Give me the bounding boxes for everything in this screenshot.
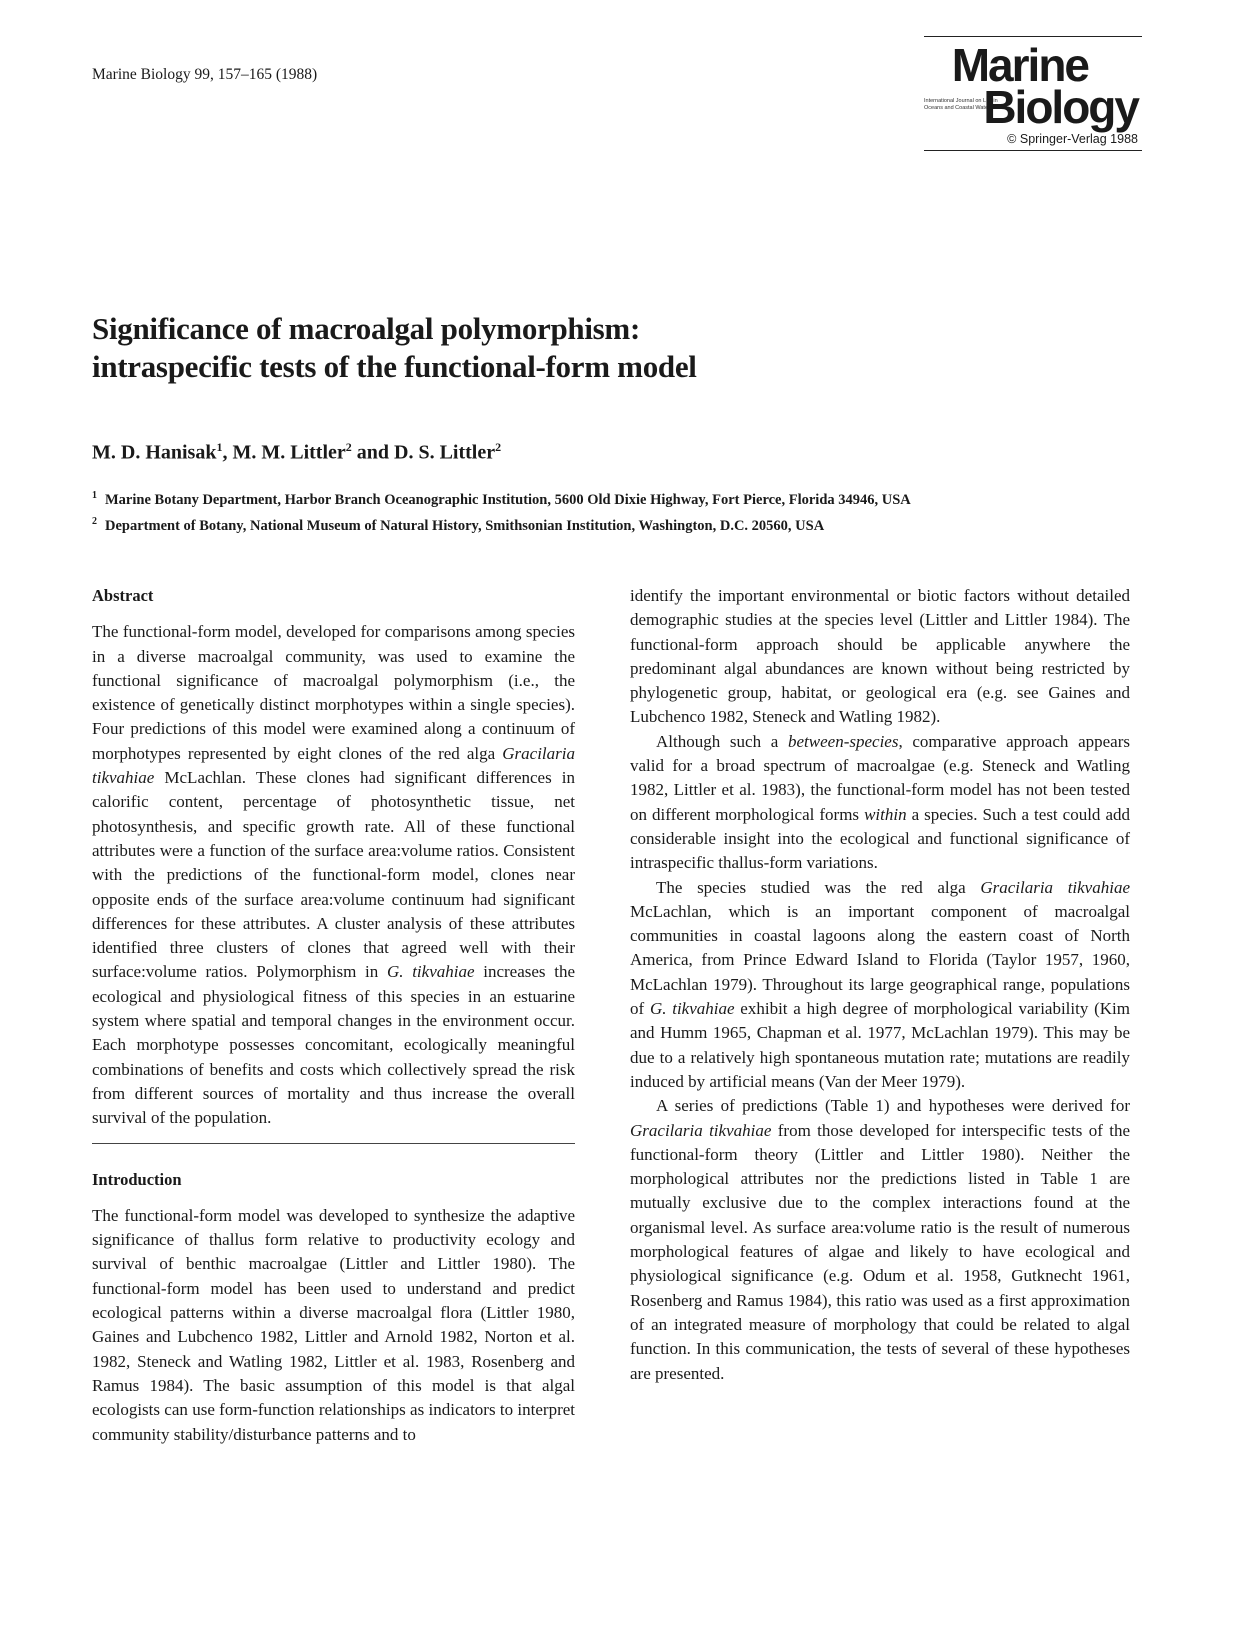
author-separator-1: , [222,441,233,464]
author-2: M. M. Littler [232,441,346,464]
logo-tagline: International Journal on Life in Oceans and Coastal Waters [924,98,998,111]
affiliation-1-mark: 1 [92,490,97,501]
logo-marine-word: Marine [951,39,1088,91]
title-line-2: intraspecific tests of the functional-form model [92,349,697,384]
right-column [630,584,1130,1386]
p4-text-b: from those developed for interspecific tests of the functional-form theory (Littler and Littler 1980). Neither the morphological attributes nor the predictions listed in Table 1 are mutually exclusive due to the complex interactions found at the organismal level. As surface area:volume ratio is the result of numerous morphological features of algae and likely to have ecological and physiological significance (e.g. Odum et al. 1958, Gutknecht 1961, Rosenberg and Ramus 1984), this ratio was used as a first approximation of an integrated measure of morphology that could be related to algal function. In this communication, the tests of several of these hypotheses are presented. [630,1120,1131,1383]
p2-text-b: , comparative approach appears valid for a broad spectrum of macroalgae (e.g. Steneck and Watling 1982, Littler et al. 1983), the functional-form model has not been tested on different morphological forms [630,731,1130,824]
author-3-affil-mark: 2 [495,440,502,454]
left-column [92,584,575,1447]
article-title [92,310,992,386]
p2-italic-between-species: between-species [788,731,899,751]
p3-species-name: Gracilaria tikvahiae [980,877,1130,897]
author-list [92,440,501,465]
abstract-paragraph [92,620,575,1130]
logo-biology-word: Biology [983,81,1138,133]
logo-top-rule [924,36,1142,37]
p3-text-c: exhibit a high degree of morphological variability (Kim and Humm 1965, Chapman et al. 1977, McLachlan 1979). This may be due to a relatively high spontaneous mutation rate; mutations are readily induced by artificial means (Van der Meer 1979). [630,999,1130,1091]
author-1: M. D. Hanisak [92,441,217,464]
title-line-1: Significance of macroalgal polymorphism: [92,311,640,346]
right-paragraph-4 [630,1094,1130,1386]
journal-citation: Marine Biology 99, 157–165 (1988) [92,66,318,83]
abstract-species-name: Gracilaria tikvahiae [92,743,575,788]
p3-text-a: The species studied was the red alga [656,877,981,897]
introduction-paragraph-1: The functional-form model was developed to synthesize the adaptive significance of thallus form relative to productivity ecology and survival of benthic macroalgae (Littler and Littler 1980). The functional-form model has been used to understand and predict ecological patterns within a diverse macroalgal flora (Littler 1980, Gaines and Lubchenco 1982, Littler and Arnold 1982, Norton et al. 1982, Steneck and Watling 1982, Littler et al. 1983, Rosenberg and Ramus 1984). The basic assumption of this model is that algal ecologists can use form-function relationships as indicators to interpret community stability/disturbance patterns and to [92,1205,575,1444]
author-3: D. S. Littler [394,441,496,464]
p3-species-abbrev: G. tikvahiae [649,999,735,1019]
affiliation-2 [92,516,1152,535]
p4-species-name: Gracilaria tikvahiae [630,1120,772,1140]
p3-text-b: McLachlan, which is an important component of macroalgal communities in coastal lagoons along the eastern coast of North America, from Prince Edward Island to Florida (Taylor 1957, 1960, McLachlan 1979). Throughout its large geographical range, populations of [630,901,1130,1019]
p2-text-a: Although such a [656,731,788,751]
author-separator-2: and [351,441,394,464]
right-paragraph-1: identify the important environmental or biotic factors without detailed demographic studies at the species level (Littler and Littler 1984). The functional-form approach should be applicable anywhere the predominant algal abundances are known without being restricted by phylogenetic group, habitat, or geological era (e.g. see Gaines and Lubchenco 1982, Steneck and Watling 1982). [630,586,1130,727]
abstract-text-2: McLachlan. These clones had significant differences in calorific content, percentage of photosynthetic tissue, net photosynthesis, and specific growth rate. All of these functional attributes were a function of the surface area:volume ratios. Consistent with the predictions of the functional-form model, clones near opposite ends of the surface area:volume continuum had significant differences for these attributes. A cluster analysis of these attributes identified three clusters of clones that agreed well with their surface:volume ratios. Polymorphism in [92,768,575,982]
p4-text-a: A series of predictions (Table 1) and hypotheses were derived for [656,1096,1130,1116]
copyright-notice: © Springer-Verlag 1988 [1007,132,1138,146]
affiliation-1-text: Marine Botany Department, Harbor Branch Oceanographic Institution, 5600 Old Dixie Highway, Fort Pierce, Florida 34946, USA [105,491,911,508]
abstract-species-abbrev: G. tikvahiae [386,962,475,982]
affiliation-2-mark: 2 [92,516,97,527]
abstract-heading: Abstract [92,586,154,605]
p2-text-c: a species. Such a test could add considerable insight into the ecological and functional significance of intraspecific thallus-form variations. [630,804,1130,873]
right-paragraph-3 [630,876,1130,1095]
affiliation-1 [92,490,1152,509]
introduction-heading: Introduction [92,1169,182,1189]
journal-logo [924,34,1142,152]
affiliation-2-text: Department of Botany, National Museum of Natural History, Smithsonian Institution, Washington, D.C. 20560, USA [105,517,825,534]
abstract-text-3: increases the ecological and physiological fitness of this species in an estuarine system where spatial and temporal changes in the environment occur. Each morphotype possesses concomitant, ecologically meaningful combinations of benefits and costs which collectively spread the risk from different sources of mortality and thus increase the overall survival of the population. [92,962,575,1128]
author-2-affil-mark: 2 [345,440,352,454]
p2-italic-within: within [864,804,907,824]
logo-bottom-rule [924,150,1142,151]
abstract-text-1: The functional-form model, developed for comparisons among species in a diverse macroalgal community, was used to examine the functional significance of macroalgal polymorphism (i.e., the existence of genetically distinct morphotypes within a single species). Four predictions of this model were examined along a continuum of morphotypes represented by eight clones of the red alga [92,622,575,763]
author-1-affil-mark: 1 [216,440,223,454]
right-paragraph-2 [630,730,1130,876]
abstract-divider [92,1143,575,1144]
